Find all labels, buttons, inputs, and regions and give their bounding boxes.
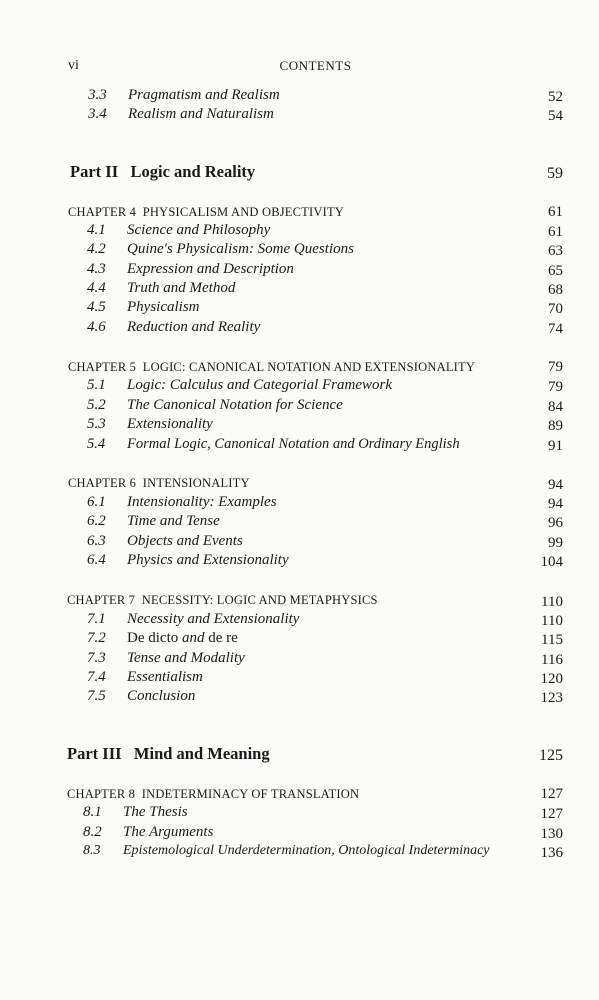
toc-section-7-1[interactable] <box>87 609 299 629</box>
toc-section-4-6[interactable] <box>87 317 260 337</box>
section-number: 6.1 <box>87 494 106 510</box>
page-number: 79 <box>548 359 563 375</box>
section-number: 6.2 <box>87 513 106 529</box>
section-title: Realism and Naturalism <box>128 106 274 122</box>
section-title: Objects and Events <box>127 533 243 549</box>
section-number: 7.5 <box>87 688 106 704</box>
section-title: Reduction and Reality <box>127 319 261 335</box>
section-number: 4.5 <box>87 299 106 315</box>
toc-section-6-4[interactable] <box>87 550 289 570</box>
section-number: 4.6 <box>87 319 106 335</box>
page-number: 110 <box>541 594 563 610</box>
toc-part-2[interactable]: Part II Logic and Reality <box>70 162 256 181</box>
section-title: Physicalism <box>127 299 200 315</box>
section-title: Logic: Calculus and Categorial Framework <box>127 377 392 393</box>
page-number: 74 <box>548 321 563 337</box>
page-number: 110 <box>541 613 563 629</box>
toc-section-8-3[interactable] <box>83 841 490 861</box>
section-title: The Arguments <box>123 824 214 840</box>
section-number: 8.3 <box>83 843 101 858</box>
page-number: 94 <box>548 496 563 512</box>
title-part: de re <box>208 630 238 646</box>
section-title: Expression and Description <box>127 261 294 277</box>
page-number: 123 <box>540 690 563 706</box>
page-number: 89 <box>548 418 563 434</box>
toc-section-5-4[interactable] <box>87 434 460 454</box>
page-number: 120 <box>540 671 563 687</box>
section-title: Tense and Modality <box>127 650 245 666</box>
page-number: 94 <box>548 477 563 493</box>
section-number: 8.1 <box>83 804 102 820</box>
section-number: 5.2 <box>87 397 106 413</box>
toc-section-6-1[interactable] <box>87 492 277 512</box>
section-number: 7.4 <box>87 669 106 685</box>
toc-chapter-4[interactable]: CHAPTER 4 PHYSICALISM AND OBJECTIVITY <box>68 205 345 219</box>
section-title: Time and Tense <box>127 513 220 529</box>
section-title: Physics and Extensionality <box>127 552 289 568</box>
section-number: 4.3 <box>87 261 106 277</box>
toc-section-4-3[interactable] <box>87 259 294 279</box>
page-number: 91 <box>548 438 563 454</box>
toc-section-6-2[interactable] <box>87 511 220 531</box>
toc-section-7-3[interactable] <box>87 648 245 668</box>
toc-section-4-2[interactable] <box>87 239 354 259</box>
title-part: and <box>178 630 209 646</box>
toc-section-3-3[interactable] <box>88 85 280 105</box>
section-title: Extensionality <box>127 416 213 432</box>
toc-chapter-5[interactable]: CHAPTER 5 LOGIC: CANONICAL NOTATION AND EXTENSIONALITY <box>68 360 476 374</box>
section-number: 4.1 <box>87 222 106 238</box>
section-title: Quine's Physicalism: Some Questions <box>127 241 354 257</box>
page-number: 63 <box>548 243 563 259</box>
page-number: 125 <box>539 747 563 764</box>
title-part: De dicto <box>127 630 179 646</box>
section-title: The Thesis <box>123 804 188 820</box>
section-title: Intensionality: Examples <box>127 494 277 510</box>
page-number: 61 <box>548 204 563 220</box>
toc-section-5-1[interactable] <box>87 375 392 395</box>
toc-part-3[interactable]: Part III Mind and Meaning <box>67 744 270 763</box>
toc-section-5-3[interactable] <box>87 414 213 434</box>
toc-section-4-5[interactable] <box>87 297 200 317</box>
page-folio: vi <box>68 58 79 73</box>
section-number: 4.2 <box>87 241 106 257</box>
page-number: 115 <box>541 632 563 648</box>
toc-section-3-4[interactable] <box>88 104 274 124</box>
page-number: 70 <box>548 301 563 317</box>
page-number: 127 <box>540 806 563 822</box>
section-number: 5.4 <box>87 436 106 452</box>
section-number: 8.2 <box>83 824 102 840</box>
page-number: 65 <box>548 263 563 279</box>
toc-section-4-1[interactable] <box>87 220 270 240</box>
page-number: 84 <box>548 399 563 415</box>
page-number: 79 <box>548 379 563 395</box>
page-number: 136 <box>540 845 563 861</box>
section-number: 3.3 <box>88 87 107 103</box>
section-number: 7.2 <box>87 630 106 646</box>
toc-section-6-3[interactable] <box>87 531 243 551</box>
section-title: Science and Philosophy <box>127 222 271 238</box>
section-title: Essentialism <box>127 669 203 685</box>
toc-chapter-8[interactable]: CHAPTER 8 INDETERMINACY OF TRANSLATION <box>67 787 360 801</box>
section-title: Pragmatism and Realism <box>128 87 280 103</box>
section-number: 4.4 <box>87 280 106 296</box>
section-title: Formal Logic, Canonical Notation and Ordinary English <box>127 436 460 452</box>
section-number: 7.1 <box>87 611 106 627</box>
page-number: 127 <box>540 786 563 802</box>
section-title: Conclusion <box>127 688 196 704</box>
page-number: 130 <box>540 826 563 842</box>
toc-section-8-2[interactable] <box>83 822 213 842</box>
toc-section-7-2[interactable] <box>87 628 238 648</box>
toc-chapter-7[interactable]: CHAPTER 7 NECESSITY: LOGIC AND METAPHYSICS <box>67 593 378 607</box>
page-number: 99 <box>548 535 563 551</box>
page-number: 104 <box>540 554 563 570</box>
section-title: Truth and Method <box>127 280 236 296</box>
page-number: 96 <box>548 515 563 531</box>
toc-section-7-5[interactable] <box>87 686 195 706</box>
section-number: 6.4 <box>87 552 106 568</box>
page-number: 61 <box>548 224 563 240</box>
section-title: The Canonical Notation for Science <box>127 397 343 413</box>
running-head <box>68 58 563 78</box>
section-title: Necessity and Extensionality <box>127 611 300 627</box>
section-title: Epistemological Underdetermination, Ontological Indeterminacy <box>123 843 490 858</box>
toc-section-8-1[interactable] <box>83 802 188 822</box>
toc-chapter-6[interactable]: CHAPTER 6 INTENSIONALITY <box>68 476 250 490</box>
section-number: 7.3 <box>87 650 106 666</box>
page-title: CONTENTS <box>279 58 352 73</box>
toc-section-5-2[interactable] <box>87 395 343 415</box>
page-number: 59 <box>547 165 563 182</box>
page-number: 116 <box>541 652 563 668</box>
section-number: 5.1 <box>87 377 106 393</box>
page-number: 54 <box>548 108 563 124</box>
page-number: 68 <box>548 282 563 298</box>
toc-section-7-4[interactable] <box>87 667 203 687</box>
section-number: 6.3 <box>87 533 106 549</box>
toc-section-4-4[interactable] <box>87 278 235 298</box>
section-number: 3.4 <box>88 106 107 122</box>
section-number: 5.3 <box>87 416 106 432</box>
section-title <box>127 630 238 646</box>
page-number: 52 <box>548 89 563 105</box>
